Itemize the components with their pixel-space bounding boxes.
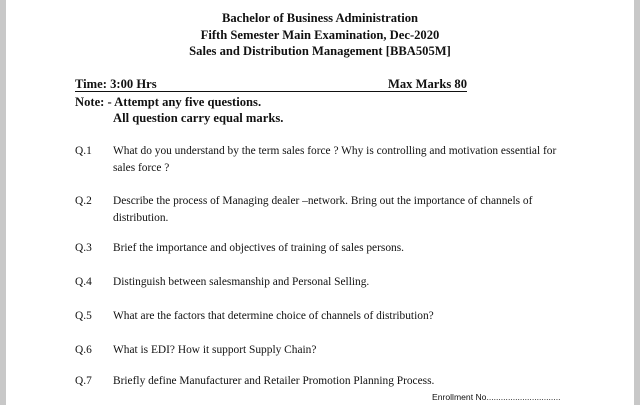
- question-number: Q.5: [75, 310, 92, 322]
- question-number: Q.4: [75, 276, 92, 288]
- question-text: What is EDI? How it support Supply Chain?: [113, 344, 317, 356]
- question-item: [75, 373, 565, 390]
- question-item: [75, 193, 565, 227]
- question-number: Q.7: [75, 375, 92, 387]
- question-text: Brief the importance and objectives of training of sales persons.: [113, 242, 405, 254]
- subject-title: Sales and Distribution Management [BBA505M]: [189, 44, 451, 58]
- page-edge-right: [634, 0, 640, 405]
- question-number: Q.3: [75, 242, 92, 254]
- question-item: [75, 240, 565, 257]
- page-edge-left: [0, 0, 6, 405]
- max-marks: Max Marks 80: [387, 77, 467, 91]
- exam-title: Fifth Semester Main Examination, Dec-2020: [200, 27, 440, 42]
- question-item: [75, 143, 565, 177]
- question-text: Describe the process of Managing dealer –network. Bring out the importance of channels of distribution.: [113, 195, 533, 224]
- question-item: [75, 342, 565, 359]
- question-item: [75, 274, 565, 291]
- question-text: Briefly define Manufacturer and Retailer Promotion Planning Process.: [113, 375, 435, 387]
- exam-time: Time: 3:00 Hrs: [75, 77, 157, 91]
- exam-info-row: [75, 77, 467, 92]
- note-equal-marks: All question carry equal marks.: [113, 111, 284, 125]
- question-number: Q.1: [75, 145, 92, 157]
- exam-header: [0, 10, 640, 60]
- note-instruction: Note: - Attempt any five questions.: [75, 95, 262, 109]
- question-item: [75, 308, 565, 325]
- question-number: Q.2: [75, 195, 92, 207]
- enrollment-field: Enrollment No...............................: [432, 392, 561, 402]
- question-text: What are the factors that determine choice of channels of distribution?: [113, 310, 434, 322]
- program-title: Bachelor of Business Administration: [221, 11, 419, 25]
- question-text: Distinguish between salesmanship and Personal Selling.: [113, 276, 370, 288]
- question-number: Q.6: [75, 344, 92, 356]
- question-text: What do you understand by the term sales force ? Why is controlling and motivation essential for sales force ?: [113, 145, 557, 174]
